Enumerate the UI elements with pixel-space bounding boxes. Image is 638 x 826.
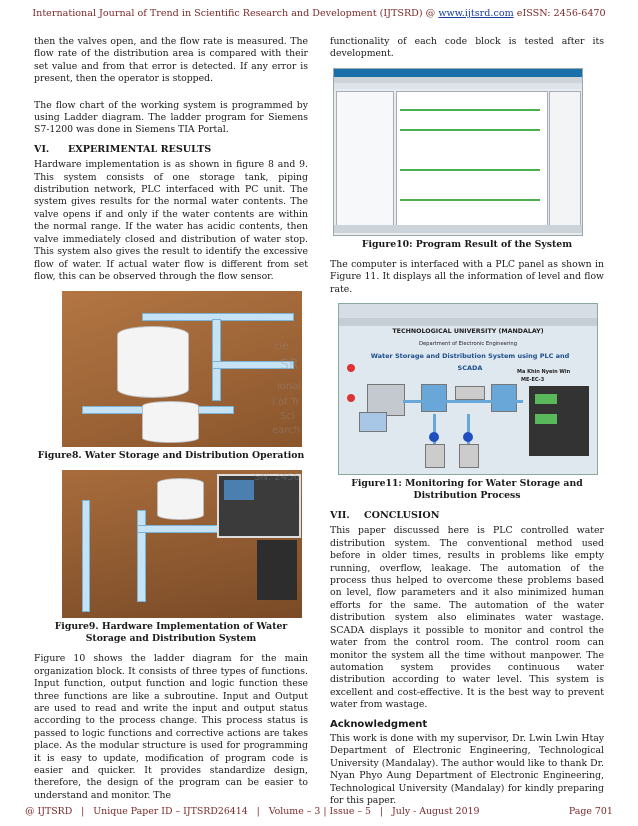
right-column — [330, 36, 604, 814]
paragraph: then the valves open, and the flow rate is measured. The flow rate of the distribution area is compared with their set value and from that error is detected. If any error is present, then the operator is stopped. — [34, 36, 308, 85]
paragraph: This work is done with my supervisor, Dr. Lwin Lwin Htay Department of Electronic Engineering, Technological University (Mandalay). The author would like to thank Dr. Nyan Phyo Aung Department of Electronic Engineering, Technological University (Mandalay) for kindly preparing for this paper. — [330, 732, 604, 806]
paragraph: The computer is interfaced with a PLC panel as shown in Figure 11. It displays all the information of level and flow rate. — [330, 258, 604, 295]
watermark-text: Sci — [280, 411, 295, 423]
section-heading: VI. EXPERIMENTAL RESULTS — [34, 143, 212, 155]
scada-class: ME-EC-3 — [521, 377, 545, 384]
scada-author: Ma Khin Nyein Win — [517, 369, 571, 376]
acknowledgment-heading: Acknowledgment — [330, 718, 428, 730]
pump-indicator — [347, 364, 355, 372]
section-heading: VII. CONCLUSION — [330, 510, 440, 522]
watermark-text: SR — [280, 357, 299, 374]
paragraph: This paper discussed here is PLC controlled water distribution system. The conventional method used before in older times, results in problems like empty running, overflow, leakage. The automation of the process thus helped to overcome these problems based on level, flow parameters and it also minimized human efforts for the same. The automation of the water distribution system also eliminates water wastage. SCADA displays it possible to monitor and control the water from the control room. The control room can monitor the system all the time without manpower. The automation system provides continuous water distribution according to water level. This system is excellent and cost-effective. It is the best way to prevent water from wastage. — [330, 525, 604, 711]
paragraph: Hardware implementation is as shown in figure 8 and 9. This system consists of one storage tank, piping distribution network, PLC interfaced with PC unit. The system gives results for the normal water contents. The valve opens if and only if the water contents are within the normal range. If the water has acidic contents, then valve immediately closed and distribution of water stop. This system also gives the result to identify the excessive flow of water. If actual water flow is different from set flow, this can be observed through the flow sensor. — [34, 159, 308, 282]
scada-system-title: Water Storage and Distribution System using PLC and SCADA — [370, 352, 570, 373]
watermark-text: l of Tr — [272, 397, 300, 409]
paragraph: Figure 10 shows the ladder diagram for the main organization block. It consists of three types of functions. Input function, output function and logic function these three functions are like a subroutine. Input and Output are used to read and write the input and output status according to the process change. This process status is passed to logic functions and corrective actions are takes place. As the modular structure is used for programming it is easy to update, modification of program code is easier and quicker. It provides standardize design, therefore, the design of the program can be easier to understand and monitor. The — [34, 653, 308, 801]
page-number: Page 701 — [568, 806, 613, 817]
running-footer: @ IJTSRD | Unique Paper ID – IJTSRD26414 | Volume – 3 | Issue – 5 | July - August 2019 Page 701 — [25, 806, 613, 817]
figure8-photo — [62, 291, 302, 447]
figure10-screenshot — [333, 68, 583, 236]
watermark-text: ional — [277, 381, 302, 393]
running-header: International Journal of Trend in Scientific Research and Development (IJTSRD) @ www.ijtsrd.com eISSN: 2456-6470 — [32, 8, 606, 19]
paragraph: functionality of each code block is tested after its development. — [330, 36, 604, 60]
figure10-caption: Figure10: Program Result of the System — [361, 238, 573, 250]
left-column — [34, 36, 308, 809]
figure9-photo — [62, 470, 302, 618]
watermark-text: cie — [274, 341, 289, 353]
journal-link[interactable]: www.ijtsrd.com — [438, 8, 514, 19]
figure9-caption: Figure9. Hardware Implementation of Water Storage and Distribution System — [54, 621, 288, 645]
figure11-caption: Figure11: Monitoring for Water Storage and Distribution Process — [351, 478, 583, 502]
watermark-text: earch — [272, 425, 301, 437]
scada-department: Department of Electronic Engineering — [418, 341, 518, 348]
watermark-text: SN: 2456 — [254, 472, 300, 484]
figure11-scada-screenshot — [338, 303, 598, 475]
paragraph: The flow chart of the working system is programmed by using Ladder diagram. The ladder program for Siemens S7-1200 was done in Siemens TIA Portal. — [34, 99, 308, 136]
figure8-caption: Figure8. Water Storage and Distribution Operation — [37, 450, 305, 462]
scada-university: TECHNOLOGICAL UNIVERSITY (MANDALAY) — [392, 328, 544, 336]
